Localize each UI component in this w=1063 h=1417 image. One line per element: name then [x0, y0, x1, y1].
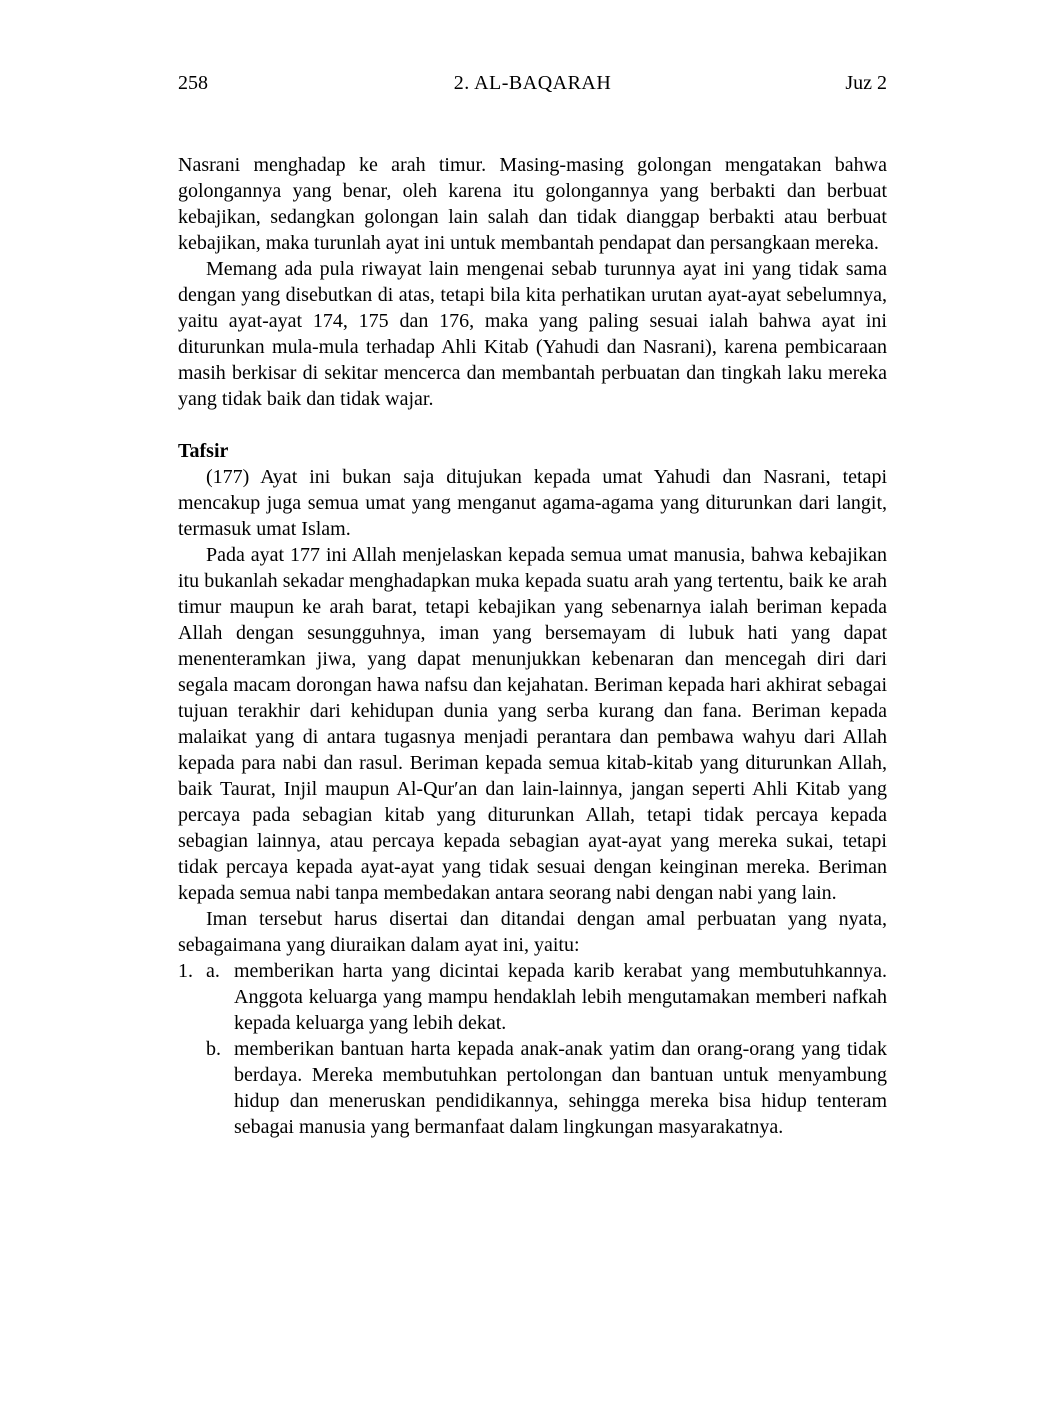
- body-text: [178, 152, 887, 1140]
- list-item-1b-text: memberikan bantuan harta kepada anak-anak yatim dan orang-orang yang tidak berdaya. Mereka membutuhkan pertolongan dan bantuan untuk menyambung hidup dan meneruskan pendidikannya, sehingga mereka bisa hidup tenteram sebagai manusia yang bermanfaat dalam lingkungan masyarakatnya.: [234, 1038, 887, 1138]
- list-letter-b: b.: [206, 1038, 221, 1060]
- list-item-1b: [178, 1036, 887, 1140]
- list-letter-a: a.: [206, 960, 220, 982]
- page-number: 258: [178, 72, 208, 94]
- list-item-1a: [178, 958, 887, 1036]
- paragraph-1: Nasrani menghadap ke arah timur. Masing-masing golongan mengatakan bahwa golongannya yang benar, oleh karena itu golongannya yang berbakti dan berbuat kebajikan, sedangkan golongan lain salah dan tidak dianggap berbakti atau berbuat kebajikan, maka turunlah ayat ini untuk membantah pendapat dan persangkaan mereka.: [178, 154, 887, 254]
- list-item-1a-text: memberikan harta yang dicintai kepada karib kerabat yang membutuhkannya. Anggota keluarga yang mampu hendaklah lebih mengutamakan memberi nafkah kepada keluarga yang lebih dekat.: [234, 960, 887, 1034]
- juz-label: Juz 2: [845, 72, 887, 94]
- page-header: [178, 70, 887, 96]
- paragraph-3: (177) Ayat ini bukan saja ditujukan kepada umat Yahudi dan Nasrani, tetapi mencakup juga semua umat yang menganut agama-agama yang diturunkan dari langit, termasuk umat Islam.: [178, 466, 887, 540]
- paragraph-2: Memang ada pula riwayat lain mengenai sebab turunnya ayat ini yang tidak sama dengan yang disebutkan di atas, tetapi bila kita perhatikan urutan ayat-ayat sebelumnya, yaitu ayat-ayat 174, 175 dan 176, maka yang paling sesuai ialah bahwa ayat ini diturunkan mula-mula terhadap Ahli Kitab (Yahudi dan Nasrani), karena pembicaraan masih berkisar di sekitar mencerca dan membantah perbuatan dan tingkah laku mereka yang tidak baik dan tidak wajar.: [178, 258, 887, 410]
- list-number-1: 1.: [178, 960, 193, 982]
- paragraph-5: Iman tersebut harus disertai dan ditandai dengan amal perbuatan yang nyata, sebagaimana yang diuraikan dalam ayat ini, yaitu:: [178, 908, 887, 956]
- page-title: 2. AL-BAQARAH: [453, 72, 612, 94]
- section-heading-tafsir: Tafsir: [178, 440, 229, 462]
- paragraph-4: Pada ayat 177 ini Allah menjelaskan kepada semua umat manusia, bahwa kebajikan itu bukanlah sekadar menghadapkan muka kepada suatu arah yang tertentu, baik ke arah timur maupun ke arah barat, tetapi kebajikan yang sebenarnya ialah beriman kepada Allah dengan sesungguhnya, iman yang bersemayam di lubuk hati yang dapat menenteramkan jiwa, yang dapat menunjukkan kebenaran dan mencegah diri dari segala macam dorongan hawa nafsu dan kejahatan. Beriman kepada hari akhirat sebagai tujuan terakhir dari kehidupan dunia yang serba kurang dan fana. Beriman kepada malaikat yang di antara tugasnya menjadi perantara dan pembawa wahyu dari Allah kepada para nabi dan rasul. Beriman kepada semua kitab-kitab yang diturunkan Allah, baik Taurat, Injil maupun Al-Qur′an dan lain-lainnya, jangan seperti Ahli Kitab yang percaya pada sebagian kitab yang diturunkan Allah, tetapi tidak percaya kepada sebagian lainnya, atau percaya kepada sebagian ayat-ayat yang mereka sukai, tetapi tidak percaya kepada ayat-ayat yang tidak sesuai dengan keinginan mereka. Beriman kepada semua nabi tanpa membedakan antara seorang nabi dengan nabi yang lain.: [178, 544, 887, 904]
